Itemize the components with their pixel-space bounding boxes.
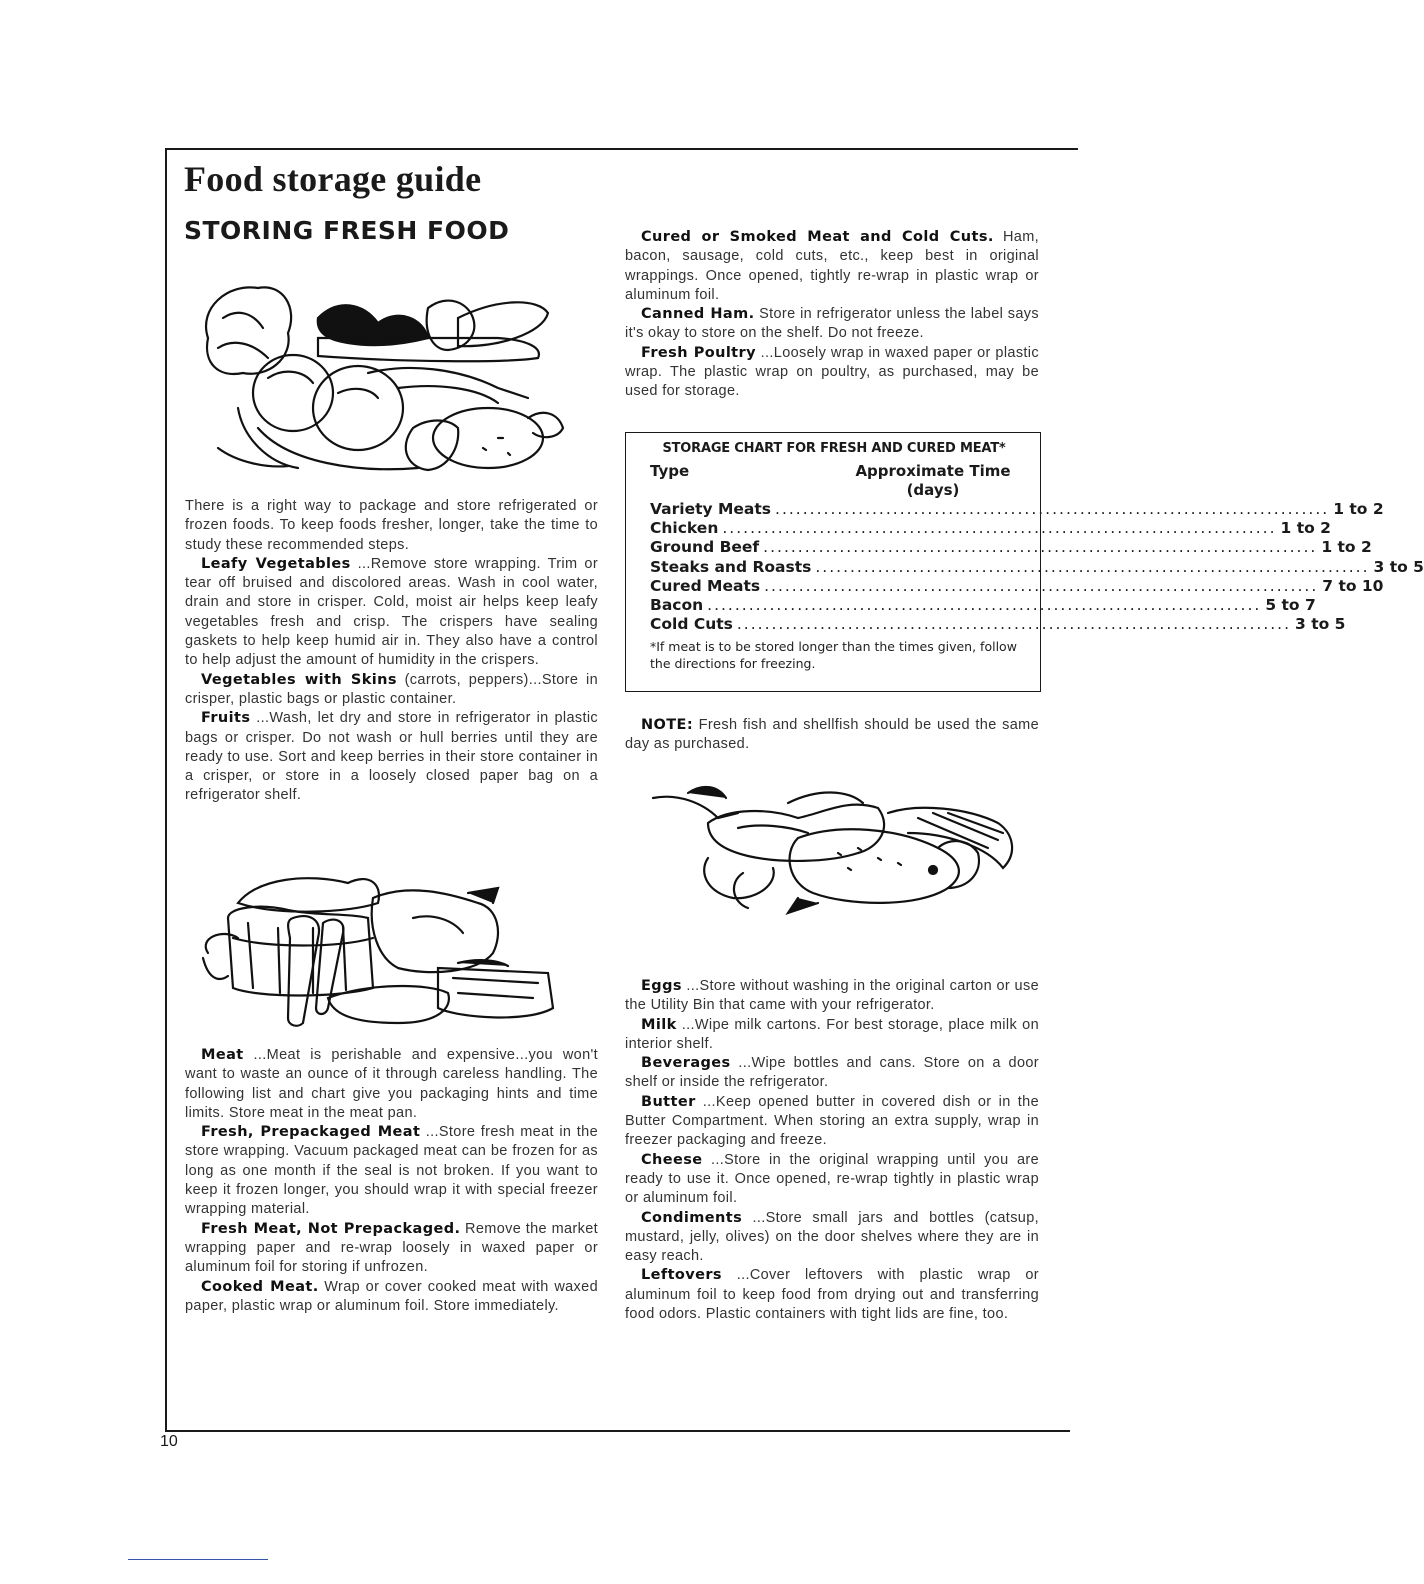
meat-label: Meat: [201, 1047, 244, 1063]
cooked-meat-text: Wrap or cover cooked meat with waxed paper, plastic wrap or aluminum foil. Store immediately.: [185, 1278, 598, 1314]
chart-row-leader: ................................................................................: [736, 615, 1292, 634]
not-prepackaged-paragraph: [185, 1220, 598, 1278]
chart-row: [650, 519, 1331, 538]
chart-row-days: 3 to 5: [1295, 615, 1346, 634]
vegetables-skins-text: (carrots, peppers)...Store in crisper, plastic bags or plastic container.: [185, 671, 598, 707]
beverages-label: Beverages: [641, 1055, 731, 1072]
prepackaged-meat-label: Fresh, Prepackaged Meat: [201, 1124, 421, 1141]
meat-text: ...Meat is perishable and expensive...you won't want to waste an ounce of it through careless handling. The following list and chart give you packaging hints and time limits. Store meat in the meat pan.: [185, 1047, 598, 1121]
meat-paragraph: [185, 1046, 598, 1123]
chart-row-days: 1 to 2: [1333, 500, 1384, 518]
intro-column: [185, 497, 598, 806]
cured-meat-label: Cured or Smoked Meat and Cold Cuts.: [641, 229, 994, 245]
cheese-text: ...Store in the original wrapping until you are ready to use it. Once opened, re-wrap tightly in plastic wrap or aluminum foil.: [625, 1151, 1039, 1207]
vegetables-skins-paragraph: [185, 671, 598, 710]
cooked-meat-paragraph: [185, 1278, 598, 1317]
not-prepackaged-text: Remove the market wrapping paper and re-wrap loosely in waxed paper or aluminum foil for storing if unfrozen.: [185, 1220, 598, 1276]
leftovers-label: Leftovers: [641, 1267, 722, 1284]
chart-row-leader: ................................................................................: [815, 557, 1370, 576]
fruits-label: Fruits: [201, 710, 251, 727]
eggs-label: Eggs: [641, 978, 682, 994]
chart-rows: [650, 500, 1424, 634]
chart-row: [650, 615, 1346, 634]
top-rule: [166, 148, 1078, 150]
leftovers-text: ...Cover leftovers with plastic wrap or aluminum foil to keep food from drying out and transferring food odors. Plastic containers with tight lids are fine, too.: [625, 1267, 1039, 1323]
chart-row-type: Cured Meats: [650, 576, 761, 595]
eggs-text: ...Store without washing in the original carton or use the Utility Bin that came with your refrigerator.: [625, 978, 1039, 1014]
chart-row-leader: ................................................................................: [722, 519, 1277, 538]
chart-row-leader: ................................................................................: [763, 538, 1318, 557]
chart-row-days: 1 to 2: [1321, 538, 1372, 557]
chart-row-type: Steaks and Roasts: [650, 557, 812, 576]
chart-row-leader: ................................................................................: [775, 500, 1330, 518]
chart-col-time: Approximate Time (days): [855, 462, 1011, 499]
condiments-label: Condiments: [641, 1209, 743, 1226]
note-block: [625, 716, 1039, 755]
leftovers-paragraph: [625, 1266, 1039, 1324]
cured-meat-column: [625, 228, 1039, 402]
fruits-paragraph: [185, 709, 598, 805]
fresh-poultry-paragraph: [625, 344, 1039, 402]
intro-paragraph: There is a right way to package and store refrigerated or frozen foods. To keep foods fresher, longer, take the time to study these recommended steps.: [185, 498, 598, 553]
note-paragraph: [625, 716, 1039, 755]
eggs-paragraph: [625, 977, 1039, 1016]
cured-meat-paragraph: [625, 228, 1039, 305]
chart-row-type: Variety Meats: [650, 500, 772, 518]
meat-illustration: [198, 858, 566, 1030]
chart-row-type: Cold Cuts: [650, 615, 733, 634]
beverages-paragraph: [625, 1054, 1039, 1093]
condiments-paragraph: [625, 1209, 1039, 1267]
page-title: Food storage guide: [184, 159, 482, 199]
chart-row-days: 5 to 7: [1265, 596, 1316, 615]
meat-column: [185, 1046, 598, 1316]
storage-chart: [625, 432, 1424, 692]
chart-row-days: 7 to 10: [1322, 576, 1384, 595]
leafy-vegetables-label: Leafy Vegetables: [201, 555, 351, 572]
chart-row: [650, 557, 1424, 577]
chart-header: [650, 462, 1018, 500]
chart-row-leader: ................................................................................: [707, 596, 1262, 615]
cheese-label: Cheese: [641, 1151, 703, 1168]
canned-ham-paragraph: [625, 305, 1039, 344]
cooked-meat-label: Cooked Meat.: [201, 1278, 319, 1295]
chart-row-type: Ground Beef: [650, 538, 760, 557]
vegetables-illustration: [198, 278, 582, 478]
chart-title: STORAGE CHART FOR FRESH AND CURED MEAT*: [662, 441, 1006, 456]
cheese-paragraph: [625, 1151, 1039, 1209]
canned-ham-label: Canned Ham.: [641, 306, 755, 323]
chart-row: [650, 500, 1384, 519]
canned-ham-text: Store in refrigerator unless the label says it's okay to store on the shelf. Do not freeze.: [625, 306, 1039, 342]
leafy-vegetables-paragraph: [185, 555, 598, 671]
butter-text: ...Keep opened butter in covered dish or in the Butter Compartment. When storing an extra supply, wrap in freezer packaging and freeze.: [625, 1093, 1039, 1149]
section-heading: STORING FRESH FOOD: [184, 216, 510, 245]
chart-row-days: 3 to 5: [1373, 557, 1424, 576]
chart-col-type: Type: [650, 462, 690, 480]
chart-row: [650, 538, 1372, 557]
fruits-text: ...Wash, let dry and store in refrigerator in plastic bags or crisper. Do not wash or hull berries until they are ready to use. Sort and keep berries in their store container in a crisper, or store in a loosely closed paper bag on a refrigerator shelf.: [185, 710, 599, 804]
chart-row: [650, 576, 1384, 596]
note-text: Fresh fish and shellfish should be used the same day as purchased.: [625, 717, 1039, 753]
seafood-illustration: [648, 778, 1028, 918]
chart-row-type: Bacon: [650, 596, 704, 615]
milk-paragraph: [625, 1016, 1039, 1055]
chart-footnote: *If meat is to be stored longer than the times given, follow the directions for freezing.: [650, 639, 1017, 672]
not-prepackaged-label: Fresh Meat, Not Prepackaged.: [201, 1220, 461, 1237]
butter-label: Butter: [641, 1093, 696, 1110]
page-number: 10: [160, 1433, 178, 1450]
dairy-column: [625, 977, 1039, 1324]
prepackaged-meat-paragraph: [185, 1123, 598, 1219]
chart-row-days: 1 to 2: [1280, 519, 1331, 538]
butter-paragraph: [625, 1093, 1039, 1151]
bottom-rule: [166, 1430, 1070, 1432]
vegetables-skins-label: Vegetables with Skins: [201, 671, 397, 688]
chart-row-leader: ................................................................................: [764, 576, 1319, 595]
beverages-text: ...Wipe bottles and cans. Store on a door shelf or inside the refrigerator.: [625, 1055, 1039, 1091]
prepackaged-meat-text: ...Store fresh meat in the store wrapping. Vacuum packaged meat can be frozen for as long as one month if the seal is not broken. If you want to keep it frozen longer, you should wrap it with special freezer wrapping material.: [185, 1124, 599, 1218]
condiments-text: ...Store small jars and bottles (catsup, mustard, jelly, olives) on the door shelves where they are in easy reach.: [625, 1209, 1039, 1265]
milk-label: Milk: [641, 1016, 677, 1033]
leafy-vegetables-text: ...Remove store wrapping. Trim or tear off bruised and discolored areas. Wash in cool water, drain and store in crisper. Cold, moist air helps keep leafy vegetables fresh and crisp. The crispers have sealing gaskets to help keep humid air in. They also have a control to help adjust the amount of humidity in the crispers.: [185, 555, 598, 669]
footer-line: [128, 1559, 268, 1560]
cured-meat-text: Ham, bacon, sausage, cold cuts, etc., keep best in original wrappings. Once opened, tightly re-wrap in plastic wrap or aluminum foil.: [625, 229, 1039, 303]
fresh-poultry-text: ...Loosely wrap in waxed paper or plastic wrap. The plastic wrap on poultry, as purchased, may be used for storage.: [625, 344, 1039, 400]
fresh-poultry-label: Fresh Poultry: [641, 344, 756, 361]
chart-row: [650, 596, 1316, 615]
chart-row-type: Chicken: [650, 519, 719, 538]
note-label: NOTE:: [641, 717, 694, 733]
left-rule: [165, 148, 167, 1432]
milk-text: ...Wipe milk cartons. For best storage, place milk on interior shelf.: [625, 1016, 1039, 1052]
